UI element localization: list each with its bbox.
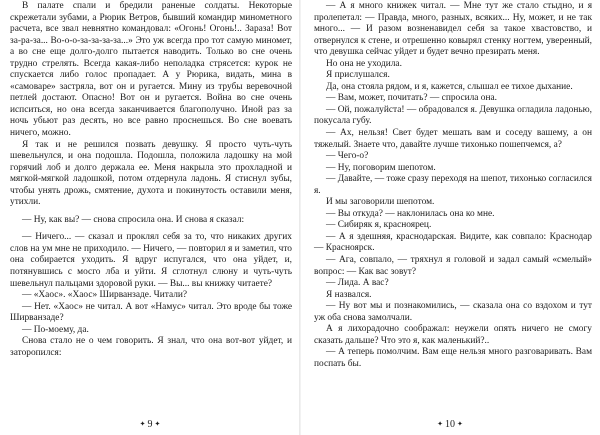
paragraph: — Чего-о? bbox=[326, 151, 369, 162]
paragraph: — Нет. «Хаос» не читал. А вот «Намус» читал. Это вроде бы тоже Ширванзаде? bbox=[10, 301, 292, 324]
paragraph: — Сибиряк я, красноярец. bbox=[326, 220, 432, 231]
paragraph: — Лида. А вас? bbox=[326, 278, 389, 289]
paragraph: Но она не уходила. bbox=[326, 58, 402, 69]
paragraph: — А теперь помолчим. Вам еще нельзя много разговаривать. Вам поспать бы. bbox=[314, 347, 592, 369]
ornament-left-icon: ✦ bbox=[437, 420, 443, 428]
paragraph: И мы заговорили шепотом. bbox=[326, 197, 435, 208]
paragraph: — А я много книжек читал. — Мне тут же стало стыдно, и я пролепетал: — Правда, много, разных, всяких... Ну, может, и не так много... — И разом возненавидел себя за такое хвастовство, и отвернулся к стене, и отрешенно ковырял стенку ногтем, уверенный, что девушка сейчас уйдет и будет вечно презирать меня. bbox=[314, 1, 592, 58]
paragraph: — Ну вот мы и познакомились, — сказала она со вздохом и тут уж оба снова замолчали. bbox=[314, 301, 592, 323]
ornament-right-icon: ✦ bbox=[457, 420, 463, 428]
right-page bbox=[300, 0, 600, 435]
paragraph: Я так и не решился позвать девушку. Я просто чуть-чуть шевельнулся, и она подошла. Подошла, положила ладошку на мой горячий лоб и долго держала ее. Меня накрыла это прохладной и мягкой-мягкой ладошкой, потом отдернула ладонь. Я стиснул зубы, чтобы унять дрожь, смятение, духота и покинутость оставили меня, утихли. bbox=[10, 139, 292, 208]
page-number-10: 10 bbox=[445, 419, 455, 430]
left-page-number bbox=[0, 419, 300, 430]
paragraph: Я прислушался. bbox=[326, 70, 390, 81]
paragraph: В палате спали и бредили раненые солдаты. Некоторые скрежетали зубами, а Рюрик Ветров, бывший командир минометного расчета, все звал невнятно командовал: «Огонь! Огонь!.. Зараза! Вот за-ра-за... Во-о-о-за-за-за-за...» Это уж всегда про тот самую миномет, а во сне еще долго-долго пытается наводить. Только во сне очень трудно стрелять. Всегда какая-либо неполадка стрясется: курок не спускается либо голос пропадает. А у Рюрика, видать, мина в «самоварe» застряла, вот он и ругается. Мину из трубы веревочной петлей достают. Опасно! Вот он и ругается. Война во сне очень испситься, но она всегда заканчивается благополучно. Иной раз за ночь убьют раз десять, но все равно проснешься. Во сне воевать ничего, можно. bbox=[10, 1, 292, 139]
right-page-number bbox=[300, 419, 600, 430]
paragraph: — Ах, нельзя! Свет будет мешать вам и соседу вашему, а он тяжелый. Знаете что, давайте лучше тихонько пошепчемся, а? bbox=[314, 128, 592, 150]
paragraph: Я назвался. bbox=[326, 289, 372, 300]
paragraph: — Ничего... — сказал и проклял себя за то, что никаких других слов на ум мне не приходило. — Ничего, — повторил я и заметил, что она собирается уходить. Я вдруг испугался, что она уйдет, и, потянувшись с мосго лба и уйти. Я сглотнул слюну и чуть-чуть шевельнул пальцами здоровой руки. — Вы... вы книжку читаете? bbox=[10, 232, 292, 289]
ornament-left-icon: ✦ bbox=[139, 420, 146, 428]
paragraph: — «Хаос». «Хаос» Ширванзаде. Читали? bbox=[22, 290, 188, 301]
paragraph: Снова стало не о чем говорить. Я знал, что она вот-вот уйдет, и заторопился: bbox=[10, 336, 292, 358]
paragraph: — Ой, пожалуйста! — обрадовался я. Девушка огладила ладонью, покусала губу. bbox=[314, 104, 592, 127]
paragraph: — По-моему, да. bbox=[22, 324, 89, 335]
paragraph: — А я здешняя, краснодарская. Видите, как совпало: Краснодар — Красноярск. bbox=[314, 231, 592, 254]
left-page-text bbox=[10, 1, 292, 359]
paragraph: — Ну, поговорим шепотом. bbox=[326, 162, 436, 173]
paragraph: Да, она стояла рядом, и я, кажется, слышал ее тихое дыхание. bbox=[326, 81, 573, 92]
right-page-text bbox=[314, 1, 592, 371]
page-number-9: 9 bbox=[147, 419, 153, 430]
paragraph: — Ага, совпало, — тряхнул я головой и задал самый «смелый» вопрос: — Как вас зовут? bbox=[314, 255, 592, 277]
paragraph: А я лихорадочно соображал: неужели опять ничего не смогу сказать дальше? Что это я, как маленький?.. bbox=[314, 324, 592, 346]
paragraph: — Давайте, — тоже сразу переходя на шепот, тихонько согласился я. bbox=[314, 174, 592, 196]
paragraph: — Ну, как вы? — снова спросила она. И снова я сказал: bbox=[22, 214, 245, 225]
ornament-right-icon: ✦ bbox=[154, 420, 161, 428]
paragraph: — Вы откуда? — наклонилась она ко мне. bbox=[326, 208, 495, 219]
paragraph: — Вам, может, почитать? — спросила она. bbox=[326, 93, 498, 104]
